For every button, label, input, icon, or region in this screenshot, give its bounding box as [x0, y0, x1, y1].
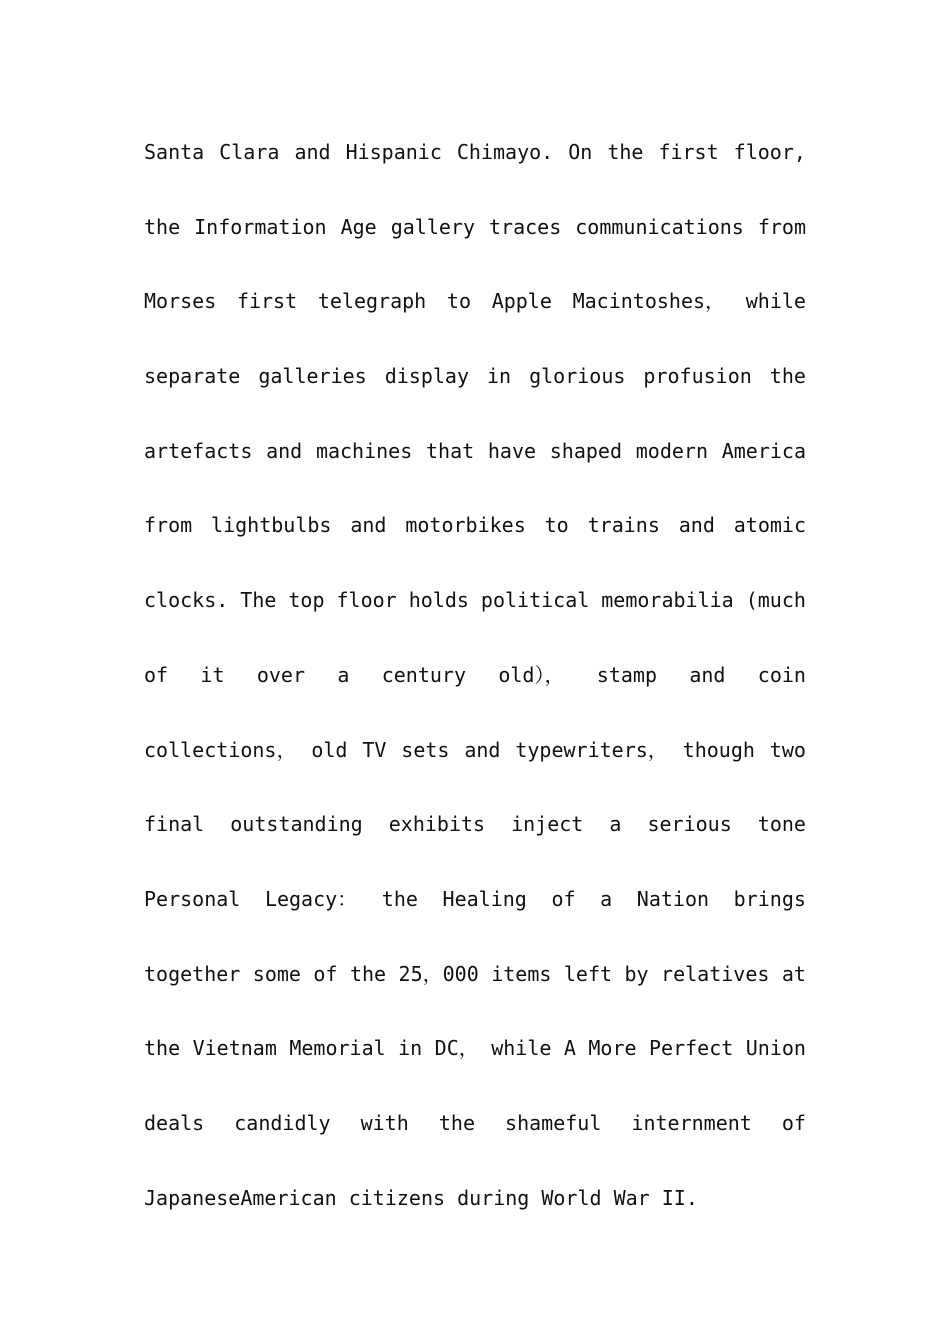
text-line-6: from lightbulbs and motorbikes to trains and atomic — [144, 513, 806, 538]
text-line-12: together some of the 25，000 items left by relatives at — [144, 961, 806, 986]
text-line-9: collections， old TV sets and typewriters， though two — [144, 737, 806, 762]
text-line-1: Santa Clara and Hispanic Chimayo. On the first floor, — [144, 140, 806, 164]
text-line-8: of it over a century old）， stamp and coin — [144, 662, 806, 687]
text-line-2: the Information Age gallery traces communications from — [144, 214, 806, 239]
text-line-15: JapaneseAmerican citizens during World War II. — [144, 1185, 698, 1210]
text-line-13: the Vietnam Memorial in DC， while A More Perfect Union — [144, 1036, 806, 1061]
text-line-4: separate galleries display in glorious profusion the — [144, 364, 806, 389]
text-line-10: final outstanding exhibits inject a serious tone — [144, 812, 806, 837]
text-line-3: Morses first telegraph to Apple Macintoshes， while — [144, 289, 806, 314]
text-line-7: clocks. The top floor holds political memorabilia (much — [144, 588, 806, 613]
body-paragraph — [144, 133, 806, 1253]
text-line-14: deals candidly with the shameful internment of — [144, 1110, 806, 1135]
text-line-11: Personal Legacy： the Healing of a Nation brings — [144, 886, 806, 911]
text-line-5: artefacts and machines that have shaped modern America — [144, 438, 806, 463]
